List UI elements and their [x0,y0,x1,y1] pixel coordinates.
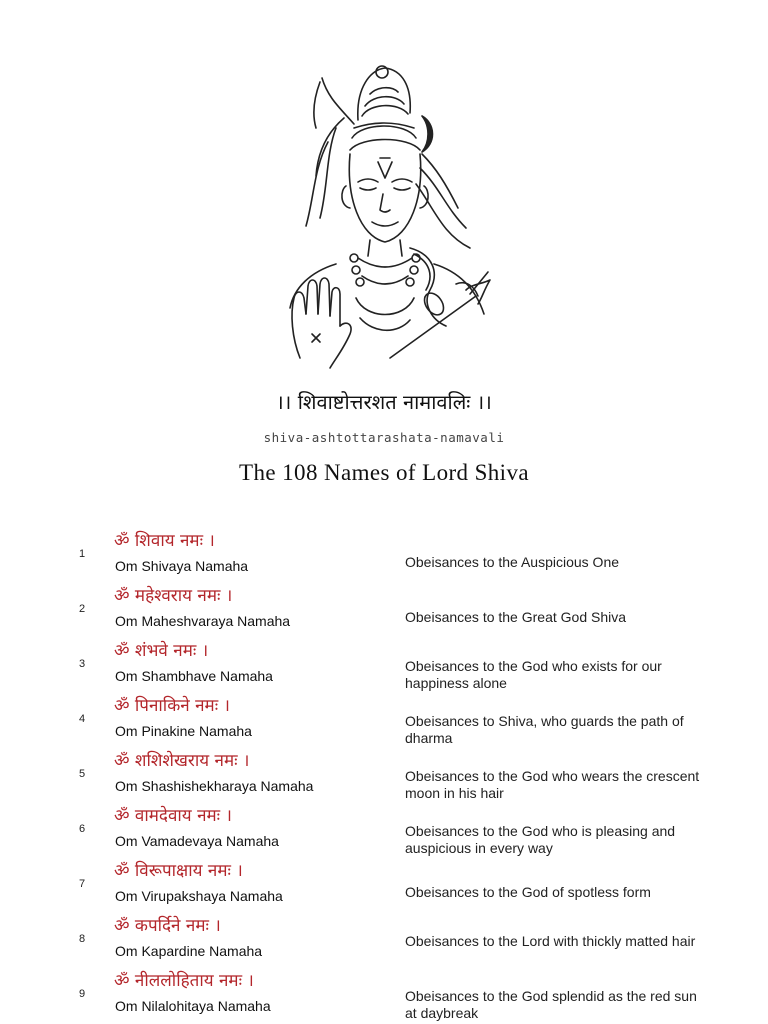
item-number: 2 [78,603,86,615]
item-sanskrit: ॐ कपर्दिने नमः । [114,916,221,936]
item-transliteration: Om Shambhave Namaha [115,668,273,684]
item-transliteration: Om Nilalohitaya Namaha [115,998,271,1014]
item-meaning: Obeisances to the Great God Shiva [405,609,627,625]
item-sanskrit: ॐ वामदेवाय नमः । [114,806,232,826]
item-transliteration: Om Virupakshaya Namaha [115,888,283,904]
item-transliteration: Om Vamadevaya Namaha [115,833,279,849]
list-item [0,803,768,858]
transliterated-title: shiva-ashtottarashata-namavali [263,430,505,445]
item-transliteration: Om Shashishekharaya Namaha [115,778,314,794]
item-meaning: Obeisances to the God who wears the crescent moon in his hair [405,768,700,801]
item-number: 6 [78,823,86,835]
item-sanskrit: ॐ शिवाय नमः । [114,531,215,551]
item-number: 4 [78,713,86,725]
item-number: 8 [78,933,86,945]
sanskrit-title: ।। शिवाष्टोत्तरशत नामावलिः ।। [276,390,492,414]
item-meaning: Obeisances to the God splendid as the red sun at daybreak [405,988,697,1021]
list-item [0,913,768,968]
item-number: 9 [78,988,86,1000]
item-meaning: Obeisances to the God who is pleasing and auspicious in every way [405,823,676,856]
item-number: 5 [78,768,86,780]
item-number: 1 [78,548,86,560]
item-sanskrit: ॐ शशिशेखराय नमः । [114,751,250,771]
item-sanskrit: ॐ महेश्वराय नमः । [114,586,233,606]
item-transliteration: Om Shivaya Namaha [115,558,249,574]
list-item [0,693,768,748]
item-sanskrit: ॐ विरूपाक्षाय नमः । [114,861,243,881]
item-number: 7 [78,878,86,890]
item-transliteration: Om Maheshvaraya Namaha [115,613,291,629]
item-sanskrit: ॐ शंभवे नमः । [114,641,209,661]
item-sanskrit: ॐ नीललोहिताय नमः । [114,971,254,991]
item-meaning: Obeisances to the God of spotless form [405,884,651,900]
item-meaning: Obeisances to the Auspicious One [405,554,620,570]
item-meaning: Obeisances to Shiva, who guards the path of dharma [405,713,684,746]
list-item [0,638,768,693]
list-item [0,528,768,583]
item-sanskrit: ॐ पिनाकिने नमः । [114,696,230,716]
list-item [0,968,768,1023]
list-item [0,748,768,803]
item-transliteration: Om Pinakine Namaha [115,723,252,739]
list-item [0,583,768,638]
item-meaning: Obeisances to the Lord with thickly matted hair [405,933,696,949]
item-number: 3 [78,658,86,670]
names-list [0,528,768,1023]
item-transliteration: Om Kapardine Namaha [115,943,263,959]
page-title: The 108 Names of Lord Shiva [239,460,529,485]
list-item [0,858,768,913]
item-meaning: Obeisances to the God who exists for our happiness alone [405,658,662,691]
shiva-illustration [270,58,500,378]
